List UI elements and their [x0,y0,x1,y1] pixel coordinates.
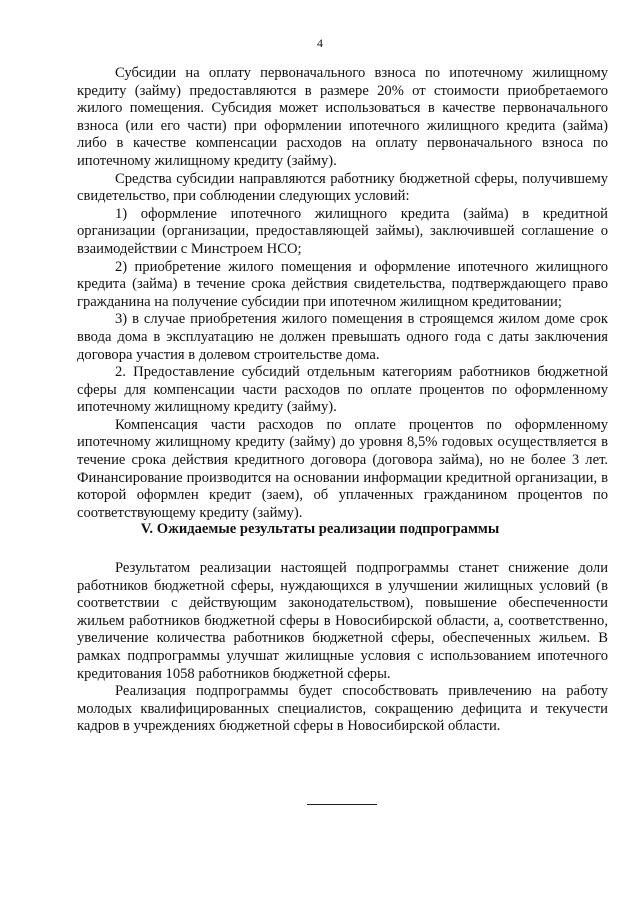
paragraph-subsidy-conditions-intro: Средства субсидии направляются работнику бюджетной сферы, получившему свидетельство, при соблюдении следующих условий: [77,170,608,205]
paragraph-program-impact: Реализация подпрограммы будет способствовать привлечению на работу молодых квалифицированных специалистов, сокращению дефицита и текучести кадров в учреждениях бюджетной сферы в Новосибирской области. [77,683,608,735]
paragraph-condition-3: 3) в случае приобретения жилого помещения в строящемся жилом доме срок ввода дома в эксплуатацию не должен превышать одного года с даты заключения договора участия в долевом строительстве дома. [77,311,608,363]
section-heading: V. Ожидаемые результаты реализации подпрограммы [140,521,500,537]
paragraph-condition-1: 1) оформление ипотечного жилищного кредита (займа) в кредитной организации (организации, предоставляющей займы), заключившей соглашение о взаимодействии с Минстроем НСО; [77,205,608,257]
paragraph-condition-2: 2) приобретение жилого помещения и оформление ипотечного жилищного кредита (займа) в течение срока действия свидетельства, подтверждающего право гражданина на получение субсидии при ипотечном жилищном кредитовании; [77,258,608,310]
paragraph-interest-compensation: Компенсация части расходов по оплате процентов по оформленному ипотечному жилищному кредиту (займу) до уровня 8,5% годовых осуществляется в течение срока действия кредитного договора (договора займа), но не более 3 лет. Финансирование производится на основании информации кредитной организации, в которой оформлен кредит (заем), об уплаченных гражданином процентов по соответствующему кредиту (займу). [77,416,608,521]
body-text-bottom [77,560,608,736]
body-text-top [77,65,608,522]
paragraph-expected-results: Результатом реализации настоящей подпрограммы станет снижение доли работников бюджетной сферы, нуждающихся в улучшении жилищных условий (в соответствии с действующим законодательством), повышение обеспеченности жильем работников бюджетной сферы в Новосибирской области, а, соответственно, увеличение количества работников бюджетной сферы, обеспеченных жильем. В рамках подпрограммы улучшат жилищные условия с использованием ипотечного кредитования 1058 работников бюджетной сферы. [77,560,608,682]
paragraph-interest-subsidy: 2. Предоставление субсидий отдельным категориям работников бюджетной сферы для компенсации части расходов по оплате процентов по оформленному ипотечному жилищному кредиту (займу). [77,364,608,416]
end-of-document-rule [307,804,377,805]
paragraph-subsidy-down-payment: Субсидии на оплату первоначального взноса по ипотечному жилищному кредиту (займу) предоставляются в размере 20% от стоимости приобретаемого жилого помещения. Субсидия может использоваться в качестве первоначального взноса (или его части) при оформлении ипотечного жилищного кредита (займа) либо в качестве компенсации расходов на оплату первоначального взноса по ипотечному жилищному кредиту (займу). [77,65,608,169]
page-number: 4 [317,36,323,50]
